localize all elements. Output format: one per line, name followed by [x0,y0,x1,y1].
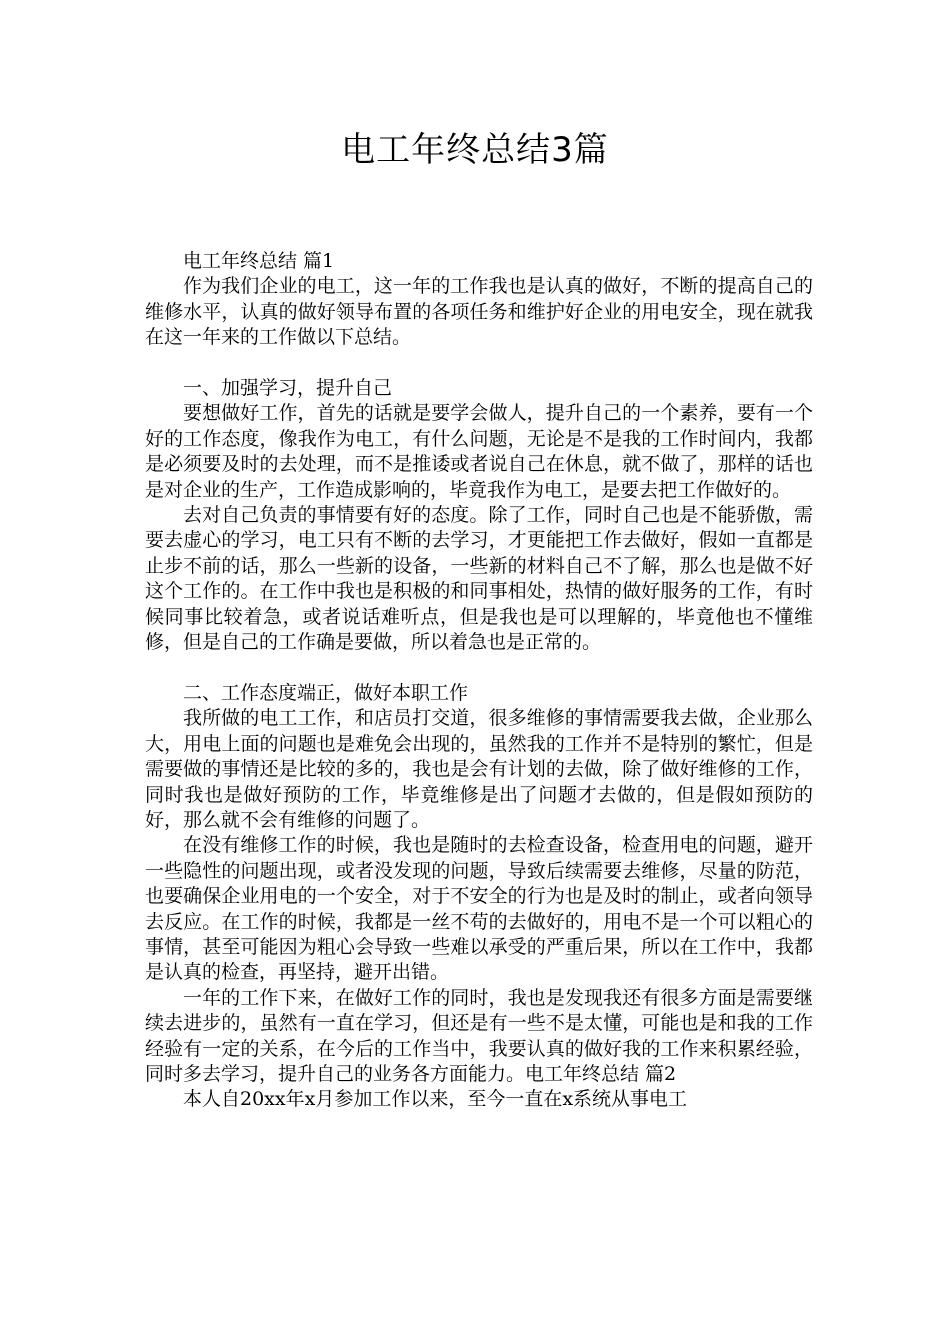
paragraph-part-2-start: 本人自20xx年x月参加工作以来，至今一直在x系统从事电工 [183,1088,688,1111]
document-title: 电工年终总结3篇 [341,130,609,170]
paragraph-learning-2: 去对自己负责的事情要有好的态度。除了工作，同时自己也是不能骄傲，需要去虚心的学习，电工只有不断的去学习，才更能把工作去做好，假如一直都是止步不前的话，那么一些新的设备，一些新的材料自己不了解，那么也是做不好这个工作的。在工作中我也是积极的和同事相处，热情的做好服务的工作，有时候同事比较着急，或者说话难听点，但是我也是可以理解的，毕竟他也不懂维修，但是自己的工作确是要做，所以着急也是正常的。 [145,504,813,654]
paragraph-attitude-1: 我所做的电工工作，和店员打交道，很多维修的事情需要我去做，企业那么大，用电上面的问题也是难免会出现的，虽然我的工作并不是特别的繁忙，但是需要做的事情还是比较的多的，我也是会有计划的去做，除了做好维修的工作，同时我也是做好预防的工作，毕竟维修是出了问题才去做的，但是假如预防的好，那么就不会有维修的问题了。 [145,707,813,831]
section-heading-attitude: 二、工作态度端正，做好本职工作 [183,681,469,704]
paragraph-gap [145,351,813,376]
document-body [145,249,813,1113]
section-heading-learning: 一、加强学习，提升自己 [183,377,393,400]
intro-paragraph: 作为我们企业的电工，这一年的工作我也是认真的做好，不断的提高自己的维修水平，认真的做好领导布置的各项任务和维护好企业的用电安全，现在就我在这一年来的工作做以下总结。 [145,275,813,349]
paragraph-attitude-3: 一年的工作下来，在做好工作的同时，我也是发现我还有很多方面是需要继续去进步的，虽然有一直在学习，但还是有一些不是太懂，可能也是和我的工作经验有一定的关系，在今后的工作当中，我要认真的做好我的工作来积累经验，同时多去学习，提升自己的业务各方面能力。电工年终总结 篇2 [145,986,813,1085]
paragraph-attitude-2: 在没有维修工作的时候，我也是随时的去检查设备，检查用电的问题，避开一些隐性的问题出现，或者没发现的问题，导致后续需要去维修，尽量的防范，也要确保企业用电的一个安全，对于不安全的行为也是及时的制止，或者向领导去反应。在工作的时候，我都是一丝不苟的去做好的，用电不是一个可以粗心的事情，甚至可能因为粗心会导致一些难以承受的严重后果，所以在工作中，我都是认真的检查，再坚持，避开出错。 [145,834,813,984]
paragraph-gap [145,655,813,680]
paragraph-learning-1: 要想做好工作，首先的话就是要学会做人，提升自己的一个素养，要有一个好的工作态度，像我作为电工，有什么问题，无论是不是我的工作时间内，我都是必须要及时的去处理，而不是推诿或者说自己在休息，就不做了，那样的话也是对企业的生产，工作造成影响的，毕竟我作为电工，是要去把工作做好的。 [145,402,813,501]
section-heading-part-1: 电工年终总结 篇1 [183,250,335,272]
